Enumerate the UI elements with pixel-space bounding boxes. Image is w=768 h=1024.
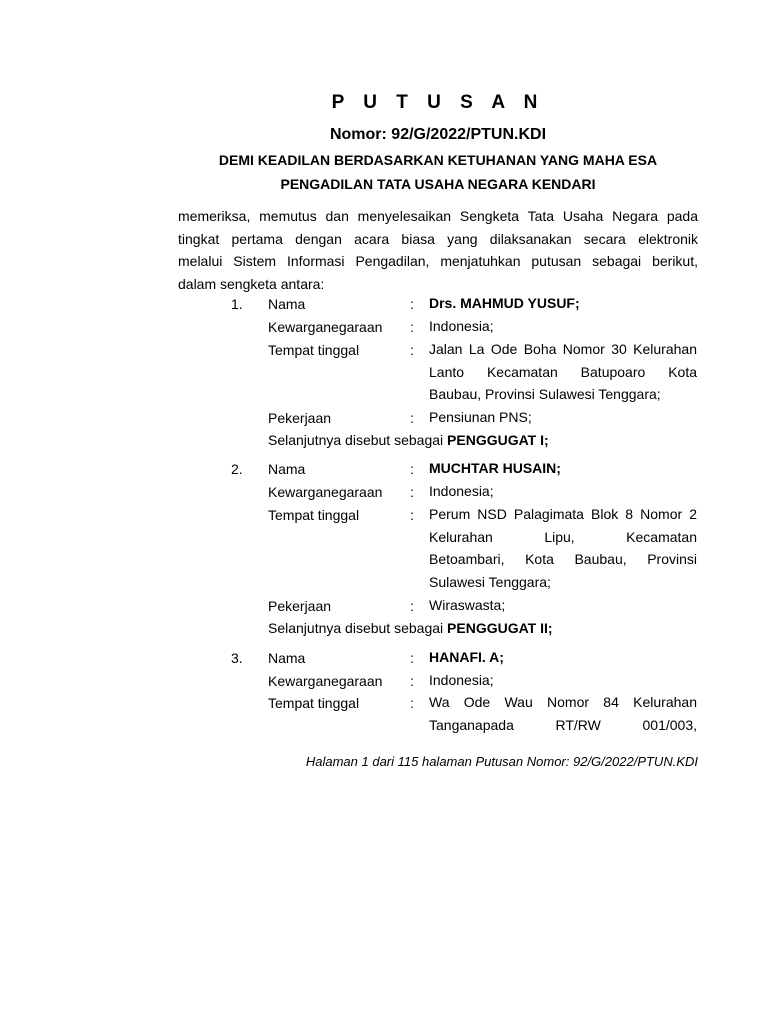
colon: : bbox=[410, 296, 414, 312]
colon: : bbox=[410, 342, 414, 358]
label-kewarganegaraan: Kewarganegaraan bbox=[268, 673, 383, 689]
page-footer: Halaman 1 dari 115 halaman Putusan Nomor: 92/G/2022/PTUN.KDI bbox=[305, 754, 698, 769]
party-nationality: Indonesia; bbox=[429, 318, 494, 334]
label-tempat-tinggal: Tempat tinggal bbox=[268, 695, 360, 711]
intro-line: dalam sengketa antara: bbox=[178, 275, 325, 292]
designation-prefix: Selanjutnya disebut sebagai bbox=[268, 620, 448, 636]
label-nama: Nama bbox=[268, 650, 306, 666]
party-nationality: Indonesia; bbox=[429, 483, 494, 499]
party-number: 1. bbox=[231, 296, 243, 312]
colon: : bbox=[410, 650, 414, 666]
heading-court: PENGADILAN TATA USAHA NEGARA KENDARI bbox=[280, 176, 596, 192]
label-kewarganegaraan: Kewarganegaraan bbox=[268, 319, 383, 335]
party-address bbox=[429, 503, 697, 593]
label-kewarganegaraan: Kewarganegaraan bbox=[268, 484, 383, 500]
address-line: Baubau, Provinsi Sulawesi Tenggara; bbox=[429, 386, 661, 403]
label-tempat-tinggal: Tempat tinggal bbox=[268, 342, 360, 358]
colon: : bbox=[410, 598, 414, 614]
intro-line: memeriksa, memutus dan menyelesaikan Sengketa Tata Usaha Negara pada bbox=[178, 208, 698, 224]
heading-justice: DEMI KEADILAN BERDASARKAN KETUHANAN YANG MAHA ESA bbox=[218, 152, 658, 168]
label-pekerjaan: Pekerjaan bbox=[268, 598, 332, 614]
label-nama: Nama bbox=[268, 296, 306, 312]
party-name: Drs. MAHMUD YUSUF; bbox=[429, 295, 580, 311]
party-occupation: Wiraswasta; bbox=[429, 597, 506, 613]
party-occupation: Pensiunan PNS; bbox=[429, 409, 532, 425]
address-line: Tanganapada RT/RW 001/003, bbox=[429, 716, 697, 733]
colon: : bbox=[410, 410, 414, 426]
label-pekerjaan: Pekerjaan bbox=[268, 410, 332, 426]
party-nationality: Indonesia; bbox=[429, 672, 494, 688]
colon: : bbox=[410, 507, 414, 523]
intro-line: tingkat pertama dengan acara biasa yang dilaksanakan secara elektronik bbox=[178, 230, 698, 247]
party-name: HANAFI. A; bbox=[429, 649, 504, 665]
party-address bbox=[429, 691, 697, 736]
intro-line: melalui Sistem Informasi Pengadilan, menjatuhkan putusan sebagai berikut, bbox=[178, 253, 698, 270]
party-name: MUCHTAR HUSAIN; bbox=[429, 460, 561, 476]
address-line: Perum NSD Palagimata Blok 8 Nomor 2 bbox=[429, 506, 697, 522]
label-tempat-tinggal: Tempat tinggal bbox=[268, 507, 360, 523]
party-address bbox=[429, 338, 697, 406]
colon: : bbox=[410, 461, 414, 477]
document-number: Nomor: 92/G/2022/PTUN.KDI bbox=[329, 126, 547, 143]
address-line: Wa Ode Wau Nomor 84 Kelurahan bbox=[429, 694, 697, 710]
address-line: Betoambari, Kota Baubau, Provinsi bbox=[429, 551, 697, 568]
designation-role: PENGGUGAT II; bbox=[447, 620, 553, 636]
designation-prefix: Selanjutnya disebut sebagai bbox=[268, 432, 448, 448]
colon: : bbox=[410, 484, 414, 500]
address-line: Lanto Kecamatan Batupoaro Kota bbox=[429, 363, 697, 380]
colon: : bbox=[410, 673, 414, 689]
address-line: Kelurahan Lipu, Kecamatan bbox=[429, 528, 697, 545]
party-number: 3. bbox=[231, 650, 243, 666]
document-title: P U T U S A N bbox=[331, 92, 545, 113]
address-line: Jalan La Ode Boha Nomor 30 Kelurahan bbox=[429, 341, 697, 357]
designation-role: PENGGUGAT I; bbox=[447, 432, 549, 448]
party-designation bbox=[268, 620, 553, 636]
colon: : bbox=[410, 319, 414, 335]
colon: : bbox=[410, 695, 414, 711]
party-designation bbox=[268, 432, 549, 448]
intro-paragraph bbox=[178, 205, 698, 295]
party-number: 2. bbox=[231, 461, 243, 477]
label-nama: Nama bbox=[268, 461, 306, 477]
address-line: Sulawesi Tenggara; bbox=[429, 573, 551, 590]
